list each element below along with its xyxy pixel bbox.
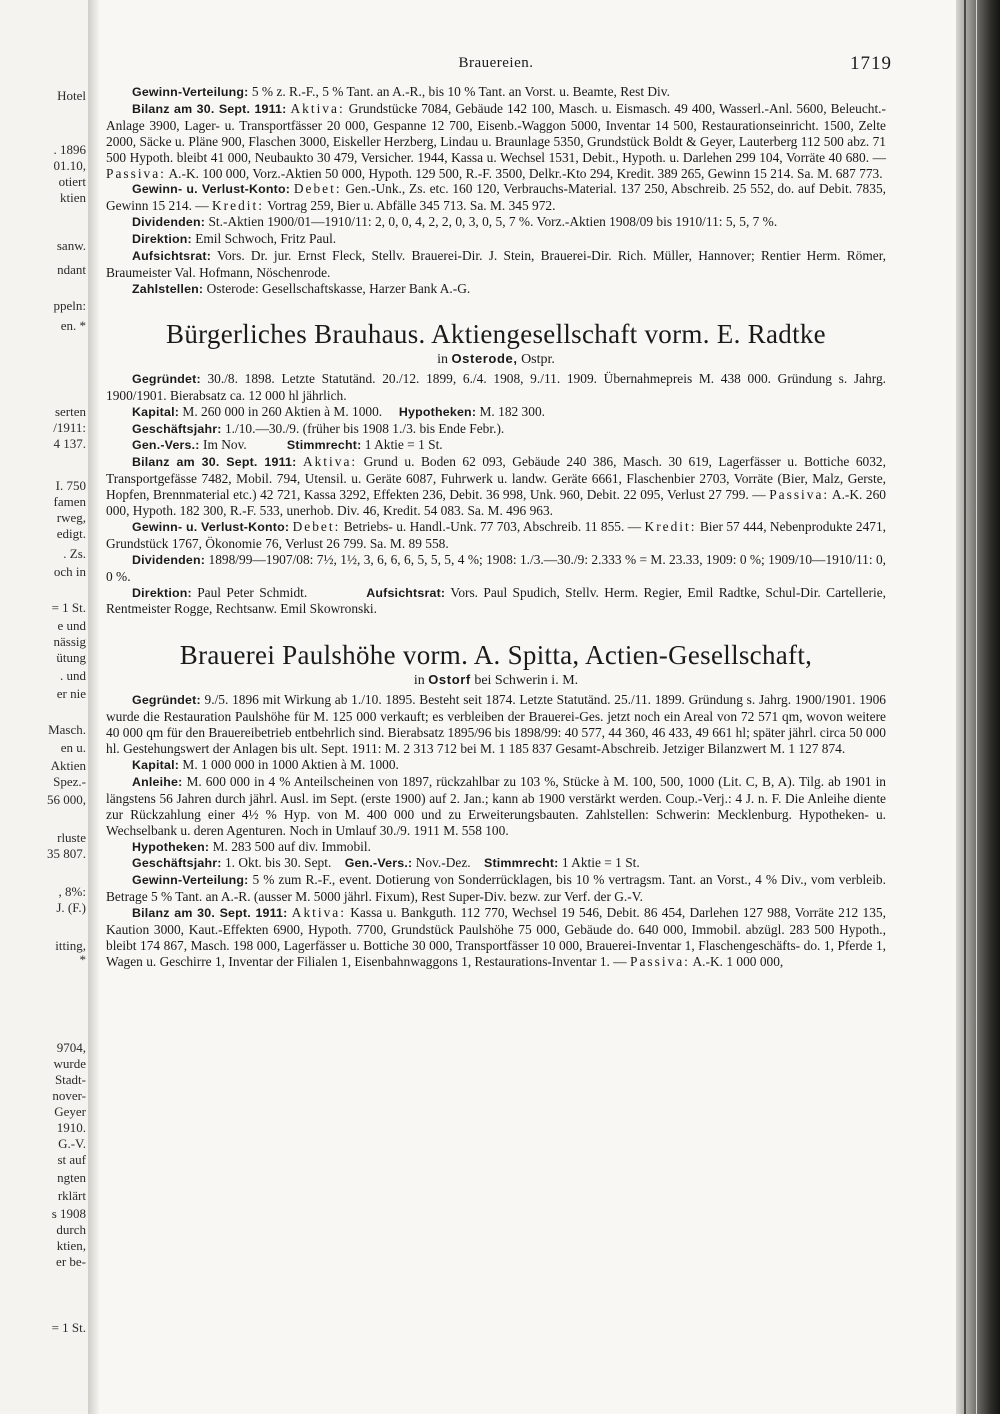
margin-fragment: rweg, bbox=[56, 510, 86, 525]
margin-fragment: och in bbox=[53, 564, 86, 579]
gewinn-verteilung-label: Gewinn-Verteilung: bbox=[132, 873, 249, 888]
margin-fragment: 1910. bbox=[56, 1120, 86, 1135]
kapital-text: M. 260 000 in 260 Aktien à M. 1000. bbox=[182, 403, 383, 419]
margin-fragment: en u. bbox=[60, 740, 86, 755]
stimmrecht-text: 1 Aktie = 1 St. bbox=[561, 855, 640, 871]
margin-fragment: durch bbox=[56, 1222, 86, 1237]
passiva-word: Passiva: bbox=[630, 953, 690, 969]
stimmrecht-label: Stimmrecht: bbox=[286, 438, 362, 453]
gewinn-verteilung-label: Gewinn-Verteilung: bbox=[132, 85, 249, 99]
stimmrecht-text: 1 Aktie = 1 St. bbox=[364, 437, 443, 453]
margin-fragment: ktien bbox=[60, 190, 86, 205]
kredit-text: Vortrag 259, Bier u. Abfälle 345 713. Sa. M. 345 972. bbox=[267, 198, 556, 214]
dividenden-text: St.-Aktien 1900/01—1910/11: 2, 0, 0, 4, 2, 2, 0, 3, 0, 5, 7 %. Vorz.-Aktien 1908/09 bis 1910/11: 5, 5, 7 %. bbox=[208, 214, 778, 230]
margin-fragment: Hotel bbox=[57, 88, 86, 103]
geschaeftsjahr-paragraph bbox=[106, 855, 886, 872]
margin-fragment: rklärt bbox=[57, 1188, 86, 1203]
genvers-text: Im Nov. bbox=[202, 437, 247, 453]
margin-fragment: en. * bbox=[60, 318, 86, 333]
margin-fragment: Spez.- bbox=[53, 774, 86, 789]
previous-page-margin bbox=[0, 0, 90, 1414]
debet-word: Debet: bbox=[292, 518, 341, 534]
gewinn-verteilung-text: 5 % zum R.-F., event. Dotierung von Sonderrücklagen, bis 10 % vertragsm. Tant. an Vorst., 4 % Div., vom verbleib. Betrage 5 % Tant. an A.-R. (ausser M. 5000 jährl. Fixum), Rest Super-Div. bezw. zur Verf. der G.-V. bbox=[106, 872, 886, 905]
margin-fragment: s 1908 bbox=[51, 1206, 86, 1221]
hypotheken-label: Hypotheken: bbox=[398, 404, 477, 419]
aufsichtsrat-paragraph bbox=[106, 248, 886, 281]
aufsichtsrat-text: Vors. Paul Spudich, Stellv. Herm. Regier, Emil Radtke, Schul-Dir. Cartellerie, Rentmeister Rogge, Rechtsanw. Emil Skowronski. bbox=[106, 584, 886, 617]
anleihe-label: Anleihe: bbox=[132, 774, 183, 789]
margin-fragment: Aktien bbox=[50, 758, 86, 773]
margin-fragment: I. 750 bbox=[55, 478, 86, 493]
direktion-paragraph bbox=[106, 231, 886, 248]
margin-fragment: er nie bbox=[56, 686, 86, 701]
margin-fragment: * bbox=[79, 952, 86, 967]
hypotheken-text: M. 283 500 auf div. Immobil. bbox=[212, 838, 371, 854]
company-heading: Brauerei Paulshöhe vorm. A. Spitta, Actien-Gesellschaft, bbox=[179, 640, 813, 671]
margin-fragment: itting, bbox=[55, 938, 86, 953]
bilanz-label: Bilanz am 30. Sept. 1911: bbox=[132, 455, 297, 470]
margin-fragment: 4 137. bbox=[53, 436, 86, 451]
kapital-label: Kapital: bbox=[132, 758, 180, 772]
company-location bbox=[106, 671, 886, 690]
kapital-paragraph bbox=[106, 757, 886, 774]
kredit-word: Kredit: bbox=[644, 518, 697, 534]
gegruendet-paragraph bbox=[106, 371, 886, 404]
company-heading: Bürgerliches Brauhaus. Aktiengesellschaft vorm. E. Radtke bbox=[166, 318, 826, 349]
margin-fragment: serten bbox=[54, 404, 86, 419]
margin-fragment: rluste bbox=[57, 830, 86, 845]
margin-fragment: . und bbox=[60, 668, 86, 683]
genvers-label: Gen.-Vers.: bbox=[344, 856, 413, 871]
book-page-edges bbox=[956, 0, 1000, 1414]
running-title: Brauereien. bbox=[458, 55, 534, 71]
margin-fragment: ütung bbox=[56, 650, 86, 665]
debet-text: Betriebs- u. Handl.-Unk. 77 703, Abschreib. 11 855. — bbox=[343, 518, 642, 534]
aktiva-word: Aktiva: bbox=[302, 454, 358, 470]
geschaeftsjahr-text: 1. Okt. bis 30. Sept. bbox=[224, 855, 332, 871]
aktiva-text: Grund u. Boden 62 093, Gebäude 240 386, Masch. 30 619, Lagerfässer u. Bottiche 6032, Transportgefässe 7482, Mobil. 794, Utensil. u. Geräte 6087, Fuhrwerk u. landw. Geräte 6661, Flaschenbier 2703, Vorräte (Bier, Malz, Gerste, Hopfen, Brennmaterial etc.) 42 721, Kassa 3292, Effekten 236, Debit. 36 998, Unk. 960, Debit. 22 095, Verlust 27 799. — bbox=[106, 454, 886, 503]
stimmrecht-label: Stimmrecht: bbox=[484, 856, 559, 871]
bilanz-paragraph bbox=[106, 101, 886, 182]
margin-fragment: Masch. bbox=[48, 722, 86, 737]
gegruendet-label: Gegründet: bbox=[132, 693, 201, 708]
anleihe-text: M. 600 000 in 4 % Anteilscheinen von 1897, rückzahlbar zu 103 %, Stücke à M. 100, 500, 1000 (Lit. C, B, A). Tilg. ab 1901 in längstens 56 Jahren durch jährl. Ausl. im Sept. (erste 1900) auf 2. Jan.; kann ab 1900 verstärkt werden. Coup.-Verj.: 4 J. n. F. Die Anleihe diente zur Rückzahlung einer 4½ % Hyp. von M. 400 000 und zu Erweiterungsbauten. Zahlstellen: Schwerin: Mecklenburg. Hypotheken- u. Wechselbank u. deren Agenturen. Noch in Umlauf 30./9. 1911 M. 558 100. bbox=[106, 773, 886, 838]
margin-fragment: nover- bbox=[52, 1088, 86, 1103]
kapital-paragraph bbox=[106, 404, 886, 421]
passiva-word: Passiva: bbox=[106, 165, 166, 181]
direktion-label: Direktion: bbox=[132, 232, 192, 247]
hypotheken-text: M. 182 300. bbox=[479, 403, 545, 419]
dividenden-label: Dividenden: bbox=[132, 552, 206, 567]
bilanz-paragraph bbox=[106, 905, 886, 970]
running-header bbox=[106, 50, 892, 84]
gewinn-verlust-label: Gewinn- u. Verlust-Konto: bbox=[132, 519, 290, 534]
genvers-label: Gen.-Vers.: bbox=[132, 438, 200, 453]
genvers-paragraph bbox=[106, 437, 886, 454]
passiva-word: Passiva: bbox=[769, 487, 830, 503]
kredit-word: Kredit: bbox=[212, 198, 264, 214]
margin-fragment: ktien, bbox=[56, 1238, 86, 1253]
location-place: Ostorf bbox=[428, 672, 471, 688]
location-region: bei Schwerin i. M. bbox=[474, 673, 579, 689]
page-fold-shadow bbox=[88, 0, 100, 1414]
dividenden-paragraph bbox=[106, 214, 886, 231]
margin-fragment: Geyer bbox=[54, 1104, 86, 1119]
margin-fragment: /1911: bbox=[53, 420, 86, 435]
page-content bbox=[106, 50, 892, 970]
zahlstellen-text: Osterode: Gesellschaftskasse, Harzer Bank A.-G. bbox=[206, 280, 471, 296]
dividenden-text: 1898/99—1907/08: 7½, 1½, 3, 6, 6, 6, 5, 5, 5, 4 %; 1908: 1./3.—30./9: 2.333 % = M. 23.33, 1909: 0 %; 1909/10—1910/11: 0, 0 %. bbox=[106, 551, 886, 584]
aufsichtsrat-label: Aufsichtsrat: bbox=[132, 249, 212, 264]
geschaeftsjahr-label: Geschäftsjahr: bbox=[132, 856, 222, 871]
bilanz-label: Bilanz am 30. Sept. 1911: bbox=[132, 906, 288, 921]
kapital-label: Kapital: bbox=[132, 404, 180, 419]
gewinn-verteilung-text: 5 % z. R.-F., 5 % Tant. an A.-R., bis 10 % Tant. an Vorst. u. Beamte, Rest Div. bbox=[251, 84, 670, 99]
passiva-text: A.-K. 1 000 000, bbox=[692, 953, 784, 969]
gewinn-verlust-paragraph bbox=[106, 519, 886, 552]
margin-fragment: edigt. bbox=[56, 526, 86, 541]
margin-fragment: 35 807. bbox=[47, 846, 86, 861]
passiva-text: A.-K. 100 000, Vorz.-Aktien 50 000, Hypoth. 129 500, R.-F. 3500, Delkr.-Kto 294, Kredit. 389 265, Gewinn 15 214. Sa. M. 687 773. bbox=[168, 165, 883, 181]
geschaeftsjahr-paragraph bbox=[106, 421, 886, 438]
passiva-text: A.-K. 260 000, Hypoth. 182 300, R.-F. 533, unerhob. Div. 46, Kredit. 54 083. Sa. M. 496 963. bbox=[106, 487, 887, 519]
margin-fragment: wurde bbox=[53, 1056, 86, 1071]
margin-fragment: . 1896 bbox=[53, 142, 86, 157]
zahlstellen-label: Zahlstellen: bbox=[132, 281, 204, 296]
location-in: in bbox=[413, 673, 425, 689]
debet-word: Debet: bbox=[293, 181, 342, 197]
gewinn-verteilung-paragraph bbox=[106, 872, 886, 905]
bilanz-label: Bilanz am 30. Sept. 1911: bbox=[132, 101, 287, 116]
gewinn-verlust-label: Gewinn- u. Verlust-Konto: bbox=[132, 182, 291, 197]
section-brauerei-paulshoehe bbox=[106, 639, 886, 969]
gegruendet-text: 9./5. 1896 mit Wirkung ab 1./10. 1895. Besteht seit 1874. Letzte Statutänd. 25./11. 1899. Gründung s. Jahrg. 1900/1901. 1906 wurde die Restauration Paulshöhe für M. 125 000 verkauft; es verbleiben der Brauerei-Ges. jetzt noch ein Areal von 72 571 qm, wovon weitere 40 000 qm für den Brauereibetrieb entbehrlich sind. Bierabsatz 1895/96 bis 1898/99: 40 577, 44 360, 46 433, 49 661 hl; später jährl. circa 50 000 hl. Gestehungswert der Anlagen bis ult. Sept. 1911: M. 2 313 712 bei M. 1 185 837 Gesamt-Abschreib. Jetziger Bilanzwert M. 1 127 874. bbox=[106, 692, 886, 757]
hypotheken-paragraph bbox=[106, 839, 886, 856]
margin-fragment: 01.10, bbox=[53, 158, 86, 173]
margin-fragment: ngten bbox=[57, 1170, 86, 1185]
direktion-aufsichtsrat-paragraph bbox=[106, 585, 886, 618]
gewinn-verteilung-paragraph bbox=[106, 84, 886, 101]
margin-fragment: otiert bbox=[58, 174, 86, 189]
direktion-text: Paul Peter Schmidt. bbox=[197, 584, 308, 600]
aktiva-word: Aktiva: bbox=[290, 100, 345, 116]
page-number: 1719 bbox=[850, 53, 892, 74]
margin-fragment: e und bbox=[57, 618, 86, 633]
margin-fragment: 9704, bbox=[56, 1040, 86, 1055]
aufsichtsrat-label: Aufsichtsrat: bbox=[366, 585, 446, 600]
gegruendet-text: 30./8. 1898. Letzte Statutänd. 20./12. 1899, 6./4. 1908, 9./11. 1909. Übernahmepreis M. 438 000. Gründung s. Jahrg. 1900/1901. Bierabsatz ca. 12 000 hl jährlich. bbox=[106, 370, 886, 403]
margin-fragment: sanw. bbox=[56, 238, 86, 253]
aufsichtsrat-text: Vors. Dr. jur. Ernst Fleck, Stellv. Brauerei-Dir. J. Stein, Brauerei-Dir. Rich. Müller, Hannover; Rentier Herm. Römer, Braumeister Val. Hofmann, Nöschenrode. bbox=[106, 248, 886, 280]
aktiva-text: Grundstücke 7084, Gebäude 142 100, Masch. u. Eismasch. 49 400, Wasserl.-Anl. 5600, Beleucht.-Anlage 3900, Lager- u. Transportfässer 20 000, Gespanne 12 700, Eisenb.-Waggon 5000, Inventar 14 500, Restaurationseinricht. 1500, Zelte 2000, Säcke u. Pläne 900, Flaschen 3000, Eiskeller Herzberg, Lindau u. Braunlage 5350, Grundstück Boldt & Geyer, Lauterberg 112 500 abz. 71 500 Hypoth. bleibt 41 000, Neubaukto 30 479, Versicher. 1944, Kassa u. Wechsel 1531, Debit., Hypoth. u. Darlehen 299 104, Vorräte 40 680. — bbox=[106, 100, 886, 165]
margin-fragment: famen bbox=[53, 494, 86, 509]
section-buergerliches-brauhaus bbox=[106, 318, 886, 618]
margin-fragment: st auf bbox=[57, 1152, 86, 1167]
margin-fragment: er be- bbox=[56, 1254, 86, 1269]
margin-fragment: . Zs. bbox=[63, 546, 86, 561]
hypotheken-label: Hypotheken: bbox=[132, 839, 210, 854]
location-region: Ostpr. bbox=[521, 351, 555, 367]
margin-fragment: J. (F.) bbox=[56, 900, 86, 915]
bilanz-paragraph bbox=[106, 454, 886, 519]
direktion-text: Emil Schwoch, Fritz Paul. bbox=[195, 231, 337, 247]
section-previous-company bbox=[106, 84, 886, 298]
gegruendet-paragraph bbox=[106, 692, 886, 757]
margin-fragment: G.-V. bbox=[58, 1136, 86, 1151]
margin-fragment: ndant bbox=[57, 262, 86, 277]
margin-fragment: ppeln: bbox=[53, 298, 86, 313]
debet-text: Gen.-Unk., Zs. etc. 160 120, Verbrauchs-Material. 137 250, Abschreib. 25 552, do. auf Debit. 7835, Gewinn 15 214. — bbox=[106, 181, 886, 214]
zahlstellen-paragraph bbox=[106, 281, 886, 298]
company-location bbox=[106, 350, 886, 369]
margin-fragment: = 1 St. bbox=[51, 600, 86, 615]
anleihe-paragraph bbox=[106, 774, 886, 839]
dividenden-paragraph bbox=[106, 552, 886, 585]
genvers-text: Nov.-Dez. bbox=[415, 855, 471, 871]
geschaeftsjahr-label: Geschäftsjahr: bbox=[132, 421, 222, 436]
margin-fragment: Stadt- bbox=[54, 1072, 86, 1087]
aktiva-text: Kassa u. Bankguth. 112 770, Wechsel 19 546, Debit. 86 454, Darlehen 127 988, Vorräte 212 135, Kaution 3000, Kaut.-Effekten 6900, Hypoth. 7700, Grundstück Paulshöhe 75 000, Gebäude do. 640 000, Immobil. abzügl. 283 500 Hypoth., bleibt 174 867, Masch. 198 000, Lagerfässer u. Bottiche 30 000, Transportfässer 10 000, Brauerei-Inventar 1, Flaschengeschäfts- do. 1, Pferde 1, Wagen u. Geschirre 1, Inventar der Filialen 1, Eisenbahnwaggons 1, Restaurations-Inventar 1. — bbox=[106, 905, 886, 969]
geschaeftsjahr-text: 1./10.—30./9. (früher bis 1908 1./3. bis Ende Febr.). bbox=[224, 420, 505, 436]
margin-fragment: 56 000, bbox=[47, 792, 86, 807]
dividenden-label: Dividenden: bbox=[132, 215, 206, 230]
margin-fragment: , 8%: bbox=[58, 884, 86, 899]
margin-fragment: = 1 St. bbox=[51, 1320, 86, 1335]
margin-fragment: nässig bbox=[53, 634, 86, 649]
kredit-text: Bier 57 444, Nebenprodukte 2471, Grundstück 1767, Ökonomie 76, Verlust 26 799. Sa. M. 89 558. bbox=[106, 518, 886, 551]
location-place: Osterode, bbox=[451, 350, 518, 366]
aktiva-word: Aktiva: bbox=[291, 905, 346, 921]
kapital-text: M. 1 000 000 in 1000 Aktien à M. 1000. bbox=[182, 757, 399, 772]
direktion-label: Direktion: bbox=[132, 585, 192, 600]
gegruendet-label: Gegründet: bbox=[132, 371, 201, 386]
gewinn-verlust-paragraph bbox=[106, 181, 886, 214]
location-in: in bbox=[437, 351, 448, 367]
